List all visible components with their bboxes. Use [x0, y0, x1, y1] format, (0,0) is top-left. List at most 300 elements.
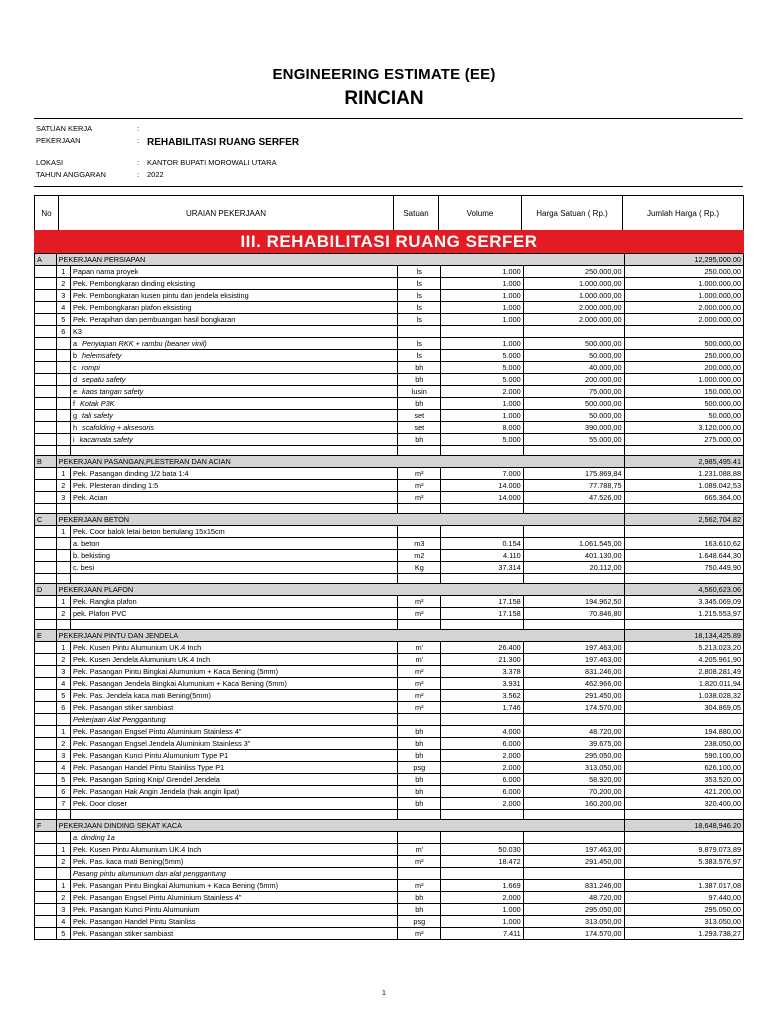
item-unit: ls — [398, 266, 441, 278]
item-unit: set — [398, 422, 441, 434]
item-volume: 1.000 — [441, 904, 523, 916]
item-no: 4 — [56, 916, 70, 928]
item-volume — [441, 868, 523, 880]
item-volume — [441, 714, 523, 726]
cell-blank — [35, 314, 57, 326]
item-no: 1 — [56, 726, 70, 738]
section-title: PEKERJAAN DINDING SEKAT KACA — [56, 820, 624, 832]
table-row — [35, 666, 744, 678]
item-unit: ls — [398, 314, 441, 326]
item-description: Pek. Kusen Jendela Alumunium UK.4 Inch — [70, 654, 397, 666]
cell-blank — [35, 928, 57, 940]
cell-blank — [35, 562, 57, 574]
item-description — [70, 374, 397, 386]
item-total: 1.820.011,94 — [624, 678, 743, 690]
item-unit-price: 831.246,00 — [523, 666, 624, 678]
cell-blank — [35, 480, 57, 492]
empty-cell — [523, 504, 624, 514]
item-total: 194.880,00 — [624, 726, 743, 738]
item-no: 5 — [56, 690, 70, 702]
cell-blank — [35, 266, 57, 278]
table-row — [35, 492, 744, 504]
cell-blank — [35, 538, 57, 550]
item-no: 2 — [56, 856, 70, 868]
item-total: 304.869,05 — [624, 702, 743, 714]
item-unit: psg — [398, 762, 441, 774]
item-unit: m² — [398, 928, 441, 940]
item-unit: m² — [398, 702, 441, 714]
item-no: 3 — [56, 290, 70, 302]
item-no — [56, 362, 70, 374]
table-row — [35, 266, 744, 278]
item-unit: m² — [398, 492, 441, 504]
item-no: 3 — [56, 750, 70, 762]
item-volume: 4.000 — [441, 726, 523, 738]
item-no — [56, 374, 70, 386]
item-description: Pek. Pembongkaran kusen pintu dan jendela eksisting — [70, 290, 397, 302]
item-unit-price: 401.130,00 — [523, 550, 624, 562]
item-total: 590.100,00 — [624, 750, 743, 762]
empty-cell — [523, 810, 624, 820]
item-text: Kotak P3K — [80, 398, 115, 408]
item-description: a. dinding 1a — [70, 832, 397, 844]
item-unit: bh — [398, 434, 441, 446]
item-total — [624, 832, 743, 844]
empty-cell — [70, 446, 397, 456]
item-volume: 26.400 — [441, 642, 523, 654]
item-unit: m² — [398, 666, 441, 678]
section-title: PEKERJAAN PERSIAPAN — [56, 254, 624, 266]
section-letter: F — [35, 820, 57, 832]
meta-value: KANTOR BUPATI MOROWALI UTARA — [147, 158, 277, 167]
item-no: 2 — [56, 480, 70, 492]
section-row — [35, 584, 744, 596]
item-text: rompi — [81, 362, 100, 372]
cell-blank — [35, 904, 57, 916]
item-unit: m² — [398, 690, 441, 702]
item-description — [70, 338, 397, 350]
item-unit: m' — [398, 642, 441, 654]
empty-cell — [441, 620, 523, 630]
table-row — [35, 868, 744, 880]
item-total: 150.000,00 — [624, 386, 743, 398]
item-total: 2.000.000,00 — [624, 314, 743, 326]
item-no: 3 — [56, 492, 70, 504]
item-description: Pek. Pasangan dinding 1/2 bata 1:4 — [70, 468, 397, 480]
item-no: 4 — [56, 302, 70, 314]
item-unit: m² — [398, 856, 441, 868]
empty-cell — [35, 810, 57, 820]
empty-cell — [35, 574, 57, 584]
item-volume: 1.000 — [441, 338, 523, 350]
item-unit-price — [523, 832, 624, 844]
item-letter: f — [72, 398, 76, 408]
item-no — [56, 410, 70, 422]
item-volume: 21.300 — [441, 654, 523, 666]
empty-cell — [523, 620, 624, 630]
table-row — [35, 290, 744, 302]
divider-bottom — [34, 186, 743, 187]
item-description: Pek. Pasangan Kunci Pintu Alumunium Type P1 — [70, 750, 397, 762]
item-unit — [398, 832, 441, 844]
cell-blank — [35, 596, 57, 608]
table-row — [35, 278, 744, 290]
item-volume: 0.154 — [441, 538, 523, 550]
item-description: Pek. Pasangan Engsel Pintu Aluminium Stainless 4" — [70, 726, 397, 738]
item-description: b. bekisting — [70, 550, 397, 562]
table-row — [35, 608, 744, 620]
meta-label: TAHUN ANGGARAN — [36, 170, 106, 179]
item-no: 4 — [56, 762, 70, 774]
empty-cell — [624, 574, 743, 584]
item-volume: 7.411 — [441, 928, 523, 940]
section-letter: D — [35, 584, 57, 596]
section-total: 2,562,704.82 — [624, 514, 743, 526]
item-no: 1 — [56, 266, 70, 278]
table-row — [35, 832, 744, 844]
item-total: 238.050,00 — [624, 738, 743, 750]
table-row — [35, 302, 744, 314]
item-volume: 14.000 — [441, 480, 523, 492]
item-total: 2.808.281,49 — [624, 666, 743, 678]
item-letter: g — [72, 410, 78, 420]
table-row — [35, 562, 744, 574]
item-volume: 5.000 — [441, 374, 523, 386]
cell-blank — [35, 702, 57, 714]
cell-blank — [35, 550, 57, 562]
item-unit-price — [523, 526, 624, 538]
item-no — [56, 434, 70, 446]
item-total: 163.610,62 — [624, 538, 743, 550]
item-no — [56, 398, 70, 410]
table-row — [35, 892, 744, 904]
section-total: 4,560,623.06 — [624, 584, 743, 596]
section-letter: C — [35, 514, 57, 526]
cell-blank — [35, 608, 57, 620]
item-unit-price: 2.000.000,00 — [523, 302, 624, 314]
empty-cell — [624, 504, 743, 514]
item-unit-price: 194.962,50 — [523, 596, 624, 608]
empty-cell — [398, 446, 441, 456]
item-unit-price: 200.000,00 — [523, 374, 624, 386]
empty-cell — [523, 446, 624, 456]
item-text: sepatu safety — [82, 374, 126, 384]
item-no: 3 — [56, 904, 70, 916]
empty-cell — [523, 574, 624, 584]
item-no — [56, 550, 70, 562]
cell-blank — [35, 726, 57, 738]
table-row — [35, 738, 744, 750]
item-description: Pek. Pasangan Hak Angin Jendela (hak angin lipat) — [70, 786, 397, 798]
item-description — [70, 386, 397, 398]
cell-blank — [35, 410, 57, 422]
item-volume: 4.110 — [441, 550, 523, 562]
item-total: 1.387.017,08 — [624, 880, 743, 892]
table-row — [35, 374, 744, 386]
item-text: Penyiapan RKK + rambu (beaner vinil) — [82, 338, 207, 348]
item-volume: 5.000 — [441, 350, 523, 362]
cell-blank — [35, 786, 57, 798]
item-total: 665.364,00 — [624, 492, 743, 504]
item-unit-price: 75.000,00 — [523, 386, 624, 398]
item-total: 3.345.069,09 — [624, 596, 743, 608]
item-volume: 8.000 — [441, 422, 523, 434]
item-total: 421.200,00 — [624, 786, 743, 798]
item-total: 5.213.023,20 — [624, 642, 743, 654]
empty-cell — [35, 620, 57, 630]
spacer-row — [35, 620, 744, 630]
item-no — [56, 562, 70, 574]
item-unit-price — [523, 326, 624, 338]
item-description: Pek. Coor balok letai beton bertulang 15x15cm — [70, 526, 397, 538]
meta-value: REHABILITASI RUANG SERFER — [147, 137, 300, 148]
item-total: 313.050,00 — [624, 916, 743, 928]
section-row — [35, 630, 744, 642]
empty-cell — [56, 504, 70, 514]
table-row — [35, 410, 744, 422]
header-uraian: URAIAN PEKERJAAN — [59, 196, 394, 232]
empty-cell — [56, 446, 70, 456]
item-letter: b — [72, 350, 78, 360]
item-total: 5.383.576,97 — [624, 856, 743, 868]
item-letter: d — [72, 374, 78, 384]
item-volume: 2.000 — [441, 892, 523, 904]
item-unit: bh — [398, 786, 441, 798]
item-text: scafolding + aksesoris — [82, 422, 155, 432]
item-volume: 2.000 — [441, 386, 523, 398]
item-text: kacamata safety — [79, 434, 133, 444]
item-unit-price: 70.200,00 — [523, 786, 624, 798]
item-no — [56, 350, 70, 362]
cell-blank — [35, 350, 57, 362]
item-volume: 1.000 — [441, 302, 523, 314]
item-volume: 1.000 — [441, 410, 523, 422]
item-total: 250.000,00 — [624, 350, 743, 362]
item-total — [624, 526, 743, 538]
item-unit: m3 — [398, 538, 441, 550]
item-description: a. beton — [70, 538, 397, 550]
item-description: Pek. Pasangan stiker sambiast — [70, 928, 397, 940]
item-no: 1 — [56, 468, 70, 480]
item-description — [70, 410, 397, 422]
section-title: PEKERJAAN PASANGAN,PLESTERAN DAN ACIAN — [56, 456, 624, 468]
section-letter: E — [35, 630, 57, 642]
empty-cell — [56, 574, 70, 584]
empty-cell — [70, 574, 397, 584]
meta-label: SATUAN KERJA — [36, 124, 93, 133]
cell-blank — [35, 422, 57, 434]
spacer-row — [35, 810, 744, 820]
item-description: Pek. Kusen Pintu Alumunium UK.4 Inch — [70, 642, 397, 654]
item-volume: 1.000 — [441, 278, 523, 290]
item-description: Pek. Pas. kaca mati Bening(5mm) — [70, 856, 397, 868]
item-description: K3 — [70, 326, 397, 338]
cell-blank — [35, 642, 57, 654]
item-no: 5 — [56, 314, 70, 326]
item-description — [70, 362, 397, 374]
table-row — [35, 468, 744, 480]
item-no — [56, 832, 70, 844]
item-description — [70, 398, 397, 410]
item-unit-price: 50.000,00 — [523, 410, 624, 422]
table-row — [35, 726, 744, 738]
item-unit: ls — [398, 302, 441, 314]
cell-blank — [35, 750, 57, 762]
item-description: Papan nama proyek — [70, 266, 397, 278]
table-row — [35, 538, 744, 550]
item-unit-price: 20.112,00 — [523, 562, 624, 574]
item-letter: e — [72, 386, 78, 396]
cell-blank — [35, 798, 57, 810]
item-description: Pek. Rangka plafon — [70, 596, 397, 608]
item-description — [70, 434, 397, 446]
item-unit: ls — [398, 350, 441, 362]
item-unit-price: 174.570,00 — [523, 702, 624, 714]
spacer-row — [35, 574, 744, 584]
item-volume — [441, 526, 523, 538]
table-row — [35, 654, 744, 666]
table-row — [35, 798, 744, 810]
item-description: Pek. Pasangan Handel Pintu Stainliss Type P1 — [70, 762, 397, 774]
item-text: tali safety — [82, 410, 113, 420]
item-unit-price: 77.788,75 — [523, 480, 624, 492]
item-description: Pek. Pas. Jendela kaca mati Bening(5mm) — [70, 690, 397, 702]
meta-label: PEKERJAAN — [36, 136, 81, 145]
cell-blank — [35, 492, 57, 504]
item-no: 1 — [56, 596, 70, 608]
section-letter: B — [35, 456, 57, 468]
item-unit: m² — [398, 608, 441, 620]
item-unit-price: 1.000.000,00 — [523, 290, 624, 302]
meta-label: LOKASI — [36, 158, 64, 167]
cell-blank — [35, 468, 57, 480]
item-unit: ls — [398, 290, 441, 302]
item-total: 275.000,00 — [624, 434, 743, 446]
empty-cell — [441, 446, 523, 456]
cell-blank — [35, 916, 57, 928]
item-unit-price: 40.000,00 — [523, 362, 624, 374]
item-description: Pek. Perapihan dan pembuangan hasil bongkaran — [70, 314, 397, 326]
empty-cell — [441, 810, 523, 820]
item-description: Pek. Kusen Pintu Alumunium UK.4 Inch — [70, 844, 397, 856]
item-no: 2 — [56, 892, 70, 904]
item-no — [56, 338, 70, 350]
item-description: Pek. Pasangan Spring Knip/ Grendel Jendela — [70, 774, 397, 786]
item-volume: 1.000 — [441, 314, 523, 326]
item-unit-price: 50.000,00 — [523, 350, 624, 362]
cell-blank — [35, 844, 57, 856]
item-unit: bh — [398, 798, 441, 810]
item-no: 2 — [56, 608, 70, 620]
doc-title: ENGINEERING ESTIMATE (EE) — [272, 66, 496, 83]
item-no — [56, 714, 70, 726]
empty-cell — [56, 810, 70, 820]
table-row — [35, 786, 744, 798]
section-row — [35, 820, 744, 832]
table-row — [35, 350, 744, 362]
item-unit: bh — [398, 892, 441, 904]
item-no: 1 — [56, 844, 70, 856]
item-unit-price: 291.450,00 — [523, 856, 624, 868]
table-row — [35, 386, 744, 398]
item-unit: bh — [398, 398, 441, 410]
item-volume: 5.000 — [441, 434, 523, 446]
item-no: 5 — [56, 928, 70, 940]
section-row — [35, 514, 744, 526]
item-unit — [398, 526, 441, 538]
item-volume: 17.158 — [441, 596, 523, 608]
table-row — [35, 702, 744, 714]
item-total: 250.000,00 — [624, 266, 743, 278]
empty-cell — [398, 574, 441, 584]
spacer-row — [35, 504, 744, 514]
table-row — [35, 434, 744, 446]
item-no — [56, 538, 70, 550]
item-total: 500.000,00 — [624, 338, 743, 350]
table-row — [35, 750, 744, 762]
item-unit: bh — [398, 750, 441, 762]
empty-cell — [624, 810, 743, 820]
item-unit: bh — [398, 374, 441, 386]
item-total — [624, 714, 743, 726]
item-no: 2 — [56, 738, 70, 750]
item-volume: 5.000 — [441, 362, 523, 374]
table-row — [35, 422, 744, 434]
item-volume: 37.314 — [441, 562, 523, 574]
cell-blank — [35, 892, 57, 904]
item-unit-price: 70.846,80 — [523, 608, 624, 620]
item-total: 4.205.961,90 — [624, 654, 743, 666]
item-total: 1.000.000,00 — [624, 290, 743, 302]
item-description: pek. Plafon PVC — [70, 608, 397, 620]
item-total: 1.000.000,00 — [624, 278, 743, 290]
empty-cell — [441, 574, 523, 584]
item-description: Pek. Pasangan Jendela Bingkai Alumunium + Kaca Bening (5mm) — [70, 678, 397, 690]
item-letter: a — [72, 338, 78, 348]
section-total: 12,295,000.00 — [624, 254, 743, 266]
item-total: 200.000,00 — [624, 362, 743, 374]
item-description: c. besi — [70, 562, 397, 574]
item-description: Pek. Pasangan stiker sambiast — [70, 702, 397, 714]
item-no: 6 — [56, 786, 70, 798]
item-no: 2 — [56, 654, 70, 666]
item-unit-price: 390.000,00 — [523, 422, 624, 434]
item-no: 6 — [56, 326, 70, 338]
item-unit: Kg — [398, 562, 441, 574]
section-title: PEKERJAAN PINTU DAN JENDELA — [56, 630, 624, 642]
item-unit: ls — [398, 278, 441, 290]
item-volume: 3.562 — [441, 690, 523, 702]
item-unit — [398, 714, 441, 726]
item-volume: 1.000 — [441, 290, 523, 302]
section-total: 18,648,946.20 — [624, 820, 743, 832]
section-title: PEKERJAAN PLAFON — [56, 584, 624, 596]
item-volume: 14.000 — [441, 492, 523, 504]
item-unit: bh — [398, 774, 441, 786]
cell-blank — [35, 374, 57, 386]
item-volume: 1.000 — [441, 916, 523, 928]
item-unit-price: 1.061.545,00 — [523, 538, 624, 550]
item-description: Pek. Acian — [70, 492, 397, 504]
item-no: 7 — [56, 798, 70, 810]
item-unit-price: 197.463,00 — [523, 844, 624, 856]
header-satuan: Satuan — [394, 196, 439, 232]
item-total: 295.050,00 — [624, 904, 743, 916]
item-total: 1.215.553,97 — [624, 608, 743, 620]
item-unit-price: 295.050,00 — [523, 904, 624, 916]
table-row — [35, 326, 744, 338]
item-unit — [398, 326, 441, 338]
